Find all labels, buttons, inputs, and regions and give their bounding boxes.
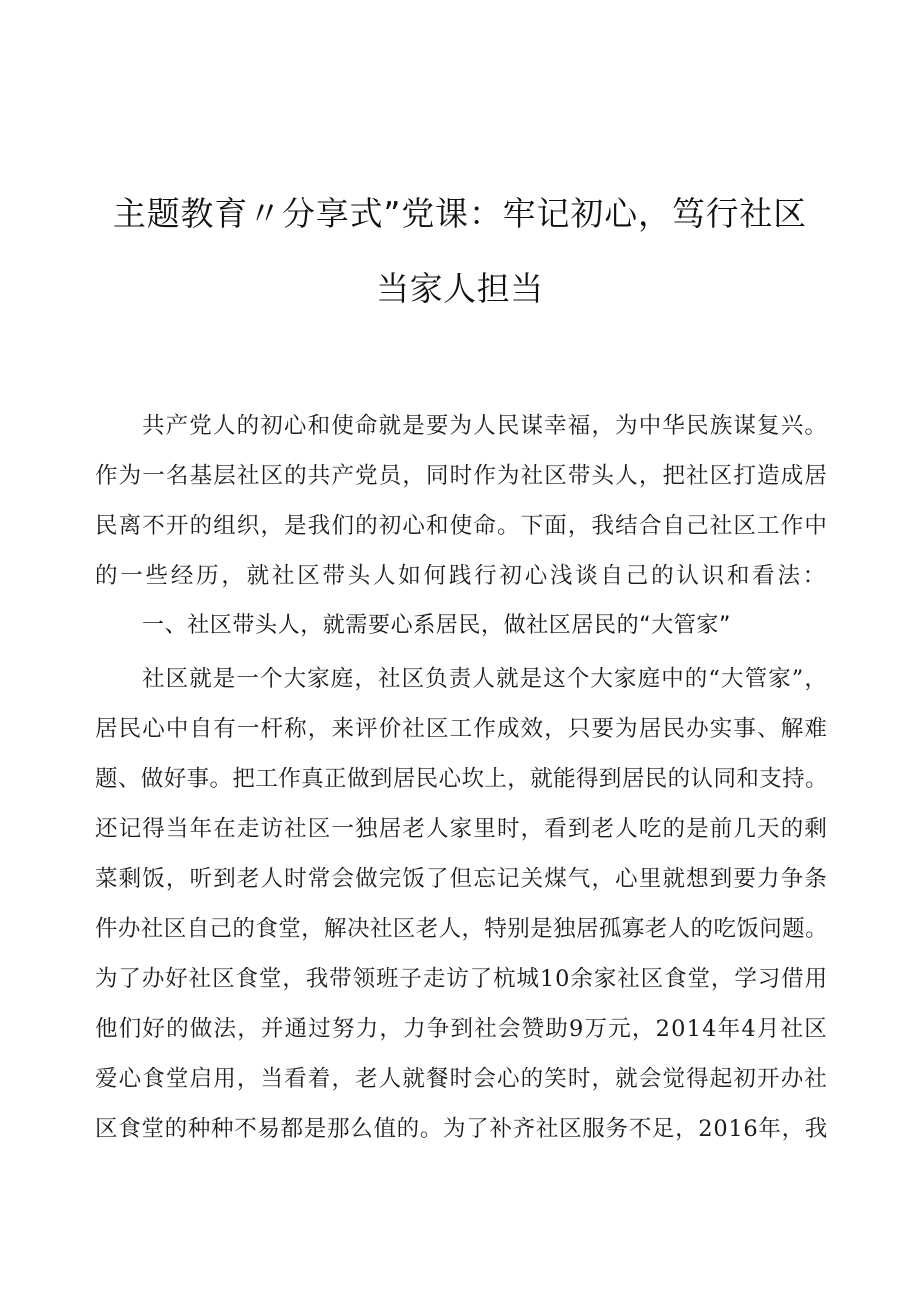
- intro-line-2: 作为一名基层社区的共产党员，同时作为社区带头人，把社区打造成居: [95, 463, 828, 489]
- section1-line-7: 为了办好社区食堂，我带领班子走访了杭城10余家社区食堂，学习借用: [95, 966, 828, 992]
- section1-line-9: 爱心食堂启用，当看着，老人就餐时会心的笑时，就会觉得起初开办社: [95, 1066, 828, 1092]
- section1-line-5: 菜剩饭，听到老人时常会做完饭了但忘记关煤气，心里就想到要力争条: [95, 866, 828, 892]
- section1-line-10: 区食堂的种种不易都是那么值的。为了补齐社区服务不足，2016年，我: [95, 1116, 828, 1142]
- section1-line-3: 题、做好事。把工作真正做到居民心坎上，就能得到居民的认同和支持。: [95, 766, 828, 792]
- section1-line-8: 他们好的做法，并通过努力，力争到社会赞助9万元，2014年4月社区: [95, 1016, 828, 1042]
- intro-line-1: 共产党人的初心和使命就是要为人民谋幸福，为中华民族谋复兴。: [142, 413, 828, 439]
- section1-line-2: 居民心中自有一杆称，来评价社区工作成效，只要为居民办实事、解难: [95, 716, 828, 742]
- document-title-line2: 当家人担当: [376, 269, 544, 308]
- intro-line-4: 的一些经历，就社区带头人如何践行初心浅谈自己的认识和看法：: [95, 563, 828, 589]
- document-title-line1: 主题教育〃分享式”党课：牢记初心，笃行社区: [112, 194, 808, 233]
- section1-line-4: 还记得当年在走访社区一独居老人家里时，看到老人吃的是前几天的剩: [95, 816, 828, 842]
- section1-line-6: 件办社区自己的食堂，解决社区老人，特别是独居孤寡老人的吃饭问题。: [95, 916, 828, 942]
- intro-line-3: 民离不开的组织，是我们的初心和使命。下面，我结合自己社区工作中: [95, 513, 828, 539]
- section1-line-1: 社区就是一个大家庭，社区负责人就是这个大家庭中的“大管家”，: [142, 666, 828, 692]
- section-heading-1: 一、社区带头人，就需要心系居民，做社区居民的“大管家”: [142, 613, 731, 638]
